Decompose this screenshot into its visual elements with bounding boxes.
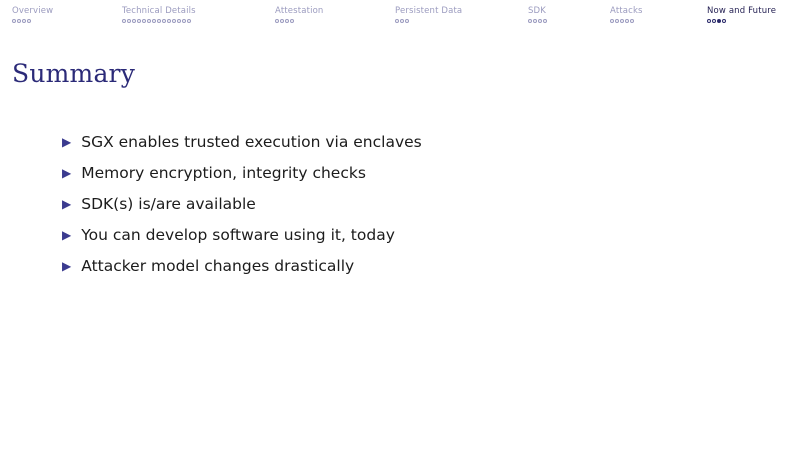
list-item-label: Memory encryption, integrity checks (81, 164, 366, 182)
nav-dot-icon[interactable] (625, 19, 629, 23)
bullet-triangle-icon: ▶ (62, 197, 72, 211)
nav-dot-icon[interactable] (538, 19, 542, 23)
list-item-label: You can develop software using it, today (81, 226, 395, 244)
nav-dot-icon[interactable] (17, 19, 21, 23)
list-item-label: SGX enables trusted execution via enclaves (81, 133, 422, 151)
navigation-bar (0, 0, 800, 30)
nav-section-label: Overview (12, 6, 54, 16)
nav-section-dots (707, 19, 726, 23)
nav-dot-icon[interactable] (22, 19, 26, 23)
nav-dot-icon[interactable] (533, 19, 537, 23)
page-title: Summary (12, 58, 136, 88)
nav-dot-icon[interactable] (147, 19, 151, 23)
nav-dot-icon[interactable] (162, 19, 166, 23)
nav-dot-icon[interactable] (182, 19, 186, 23)
nav-section-label: Persistent Data (395, 6, 463, 16)
nav-dot-icon[interactable] (543, 19, 547, 23)
nav-dot-current-icon[interactable] (717, 19, 721, 23)
nav-section-persistent-data[interactable] (395, 0, 462, 23)
nav-dot-icon[interactable] (400, 19, 404, 23)
nav-section-label: Technical Details (122, 6, 196, 16)
nav-dot-icon[interactable] (528, 19, 532, 23)
nav-dot-icon[interactable] (405, 19, 409, 23)
bullet-triangle-icon: ▶ (62, 228, 72, 242)
nav-dot-icon[interactable] (187, 19, 191, 23)
nav-dot-icon[interactable] (12, 19, 16, 23)
nav-dot-icon[interactable] (707, 19, 711, 23)
bullet-triangle-icon: ▶ (62, 135, 72, 149)
nav-section-dots (528, 19, 547, 23)
list-item (62, 255, 762, 278)
nav-dot-icon[interactable] (122, 19, 126, 23)
nav-section-dots (12, 19, 31, 23)
list-item-label: SDK(s) is/are available (81, 195, 256, 213)
nav-section-label: Now and Future (707, 6, 777, 16)
nav-dot-icon[interactable] (127, 19, 131, 23)
nav-section-dots (275, 19, 294, 23)
nav-dot-icon[interactable] (395, 19, 399, 23)
nav-dot-icon[interactable] (167, 19, 171, 23)
nav-section-dots (122, 19, 191, 23)
nav-section-dots (610, 19, 634, 23)
nav-section-attestation[interactable] (275, 0, 323, 23)
nav-dot-icon[interactable] (280, 19, 284, 23)
nav-dot-icon[interactable] (157, 19, 161, 23)
list-item (62, 131, 762, 154)
nav-dot-icon[interactable] (722, 19, 726, 23)
nav-section-sdk[interactable] (528, 0, 547, 23)
nav-section-technical-details[interactable] (122, 0, 196, 23)
nav-dot-icon[interactable] (610, 19, 614, 23)
bullet-triangle-icon: ▶ (62, 259, 72, 273)
nav-dot-icon[interactable] (172, 19, 176, 23)
nav-section-now-and-future[interactable] (707, 0, 776, 23)
nav-dot-icon[interactable] (290, 19, 294, 23)
nav-dot-icon[interactable] (132, 19, 136, 23)
list-item (62, 193, 762, 216)
list-item (62, 162, 762, 185)
nav-dot-icon[interactable] (177, 19, 181, 23)
nav-dot-icon[interactable] (712, 19, 716, 23)
nav-dot-icon[interactable] (630, 19, 634, 23)
nav-section-attacks[interactable] (610, 0, 643, 23)
list-item (62, 224, 762, 247)
bullet-triangle-icon: ▶ (62, 166, 72, 180)
nav-dot-icon[interactable] (620, 19, 624, 23)
nav-dot-icon[interactable] (27, 19, 31, 23)
nav-section-dots (395, 19, 409, 23)
nav-section-label: SDK (528, 6, 546, 16)
bullet-list (62, 131, 762, 278)
list-item-label: Attacker model changes drastically (81, 257, 355, 275)
nav-dot-icon[interactable] (285, 19, 289, 23)
nav-dot-icon[interactable] (142, 19, 146, 23)
nav-dot-icon[interactable] (152, 19, 156, 23)
nav-dot-icon[interactable] (615, 19, 619, 23)
nav-dot-icon[interactable] (137, 19, 141, 23)
nav-dot-icon[interactable] (275, 19, 279, 23)
nav-section-label: Attacks (610, 6, 643, 16)
nav-section-label: Attestation (275, 6, 324, 16)
nav-section-overview[interactable] (12, 0, 53, 23)
